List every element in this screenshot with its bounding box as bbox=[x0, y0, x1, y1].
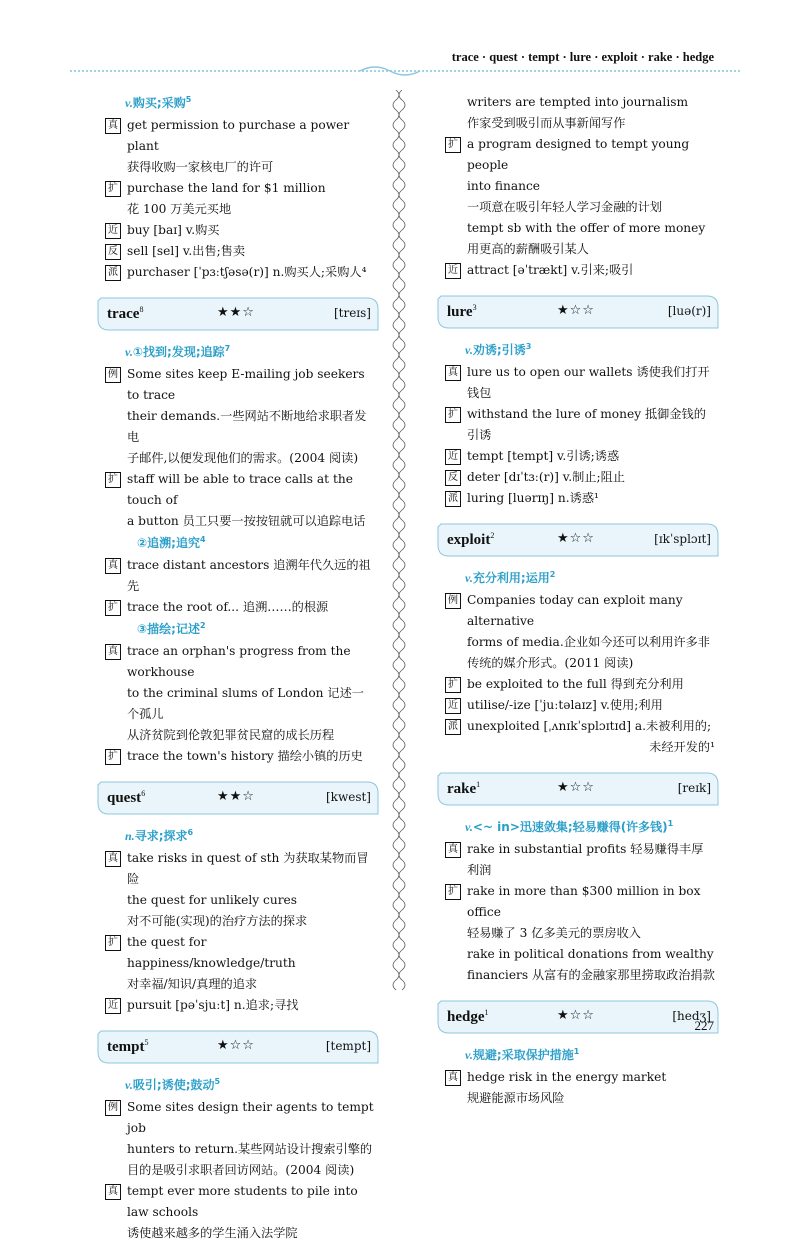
label-tag: 扩 bbox=[105, 935, 121, 951]
entry-line-text: 获得收购一家核电厂的许可 bbox=[127, 160, 274, 174]
label-tag: 真 bbox=[105, 851, 121, 867]
entry-line-text: 对幸福/知识/真理的追求 bbox=[127, 977, 258, 991]
entry-line bbox=[445, 737, 715, 758]
trace-rows-1 bbox=[105, 364, 375, 532]
label-tag: 近 bbox=[445, 263, 461, 279]
entry-line bbox=[105, 469, 375, 511]
entry-line-text: sell [sel] v.出售;售卖 bbox=[127, 244, 246, 258]
entry-line-text: purchase the land for $1 million bbox=[127, 181, 326, 195]
entry-line bbox=[105, 725, 375, 746]
entry-line bbox=[445, 653, 715, 674]
entry-line-text: 子邮件,以便发现他们的需求。(2004 阅读) bbox=[127, 451, 359, 465]
entry-line bbox=[105, 1160, 375, 1181]
hedge-rows bbox=[445, 1067, 715, 1109]
entry-line-text: withstand the lure of money 抵御金钱的引诱 bbox=[467, 407, 706, 442]
entry-line-text: buy [baɪ] v.购买 bbox=[127, 223, 220, 237]
rake-rows bbox=[445, 839, 715, 986]
entry-line bbox=[105, 262, 375, 283]
label-tag: 真 bbox=[105, 644, 121, 660]
entry-line-text: into finance bbox=[467, 179, 540, 193]
entry-line-text: get permission to purchase a power plant bbox=[127, 118, 350, 153]
entry-line-text: luring [luərɪŋ] n.诱惑¹ bbox=[467, 491, 599, 505]
pronunciation: [tempt] bbox=[325, 1039, 371, 1053]
entry-header-hedge bbox=[445, 1000, 715, 1034]
entry-line bbox=[445, 944, 715, 965]
tempt-continued-rows bbox=[445, 92, 715, 281]
entry-line-text: purchaser [ˈpɜːtʃəsə(r)] n.购买人;采购人⁴ bbox=[127, 265, 367, 279]
label-tag: 扩 bbox=[105, 749, 121, 765]
trace-rows-3 bbox=[105, 641, 375, 767]
entry-line bbox=[445, 716, 715, 737]
entry-line bbox=[105, 1097, 375, 1139]
entry-line-text: rake in political donations from wealthy bbox=[467, 947, 714, 961]
entry-line bbox=[105, 932, 375, 974]
entry-line bbox=[445, 1067, 715, 1088]
entry-line bbox=[445, 965, 715, 986]
label-tag: 真 bbox=[445, 842, 461, 858]
entry-line bbox=[105, 1223, 375, 1244]
label-tag: 近 bbox=[105, 998, 121, 1014]
entry-line-text: forms of media.企业如今还可以利用许多非 bbox=[467, 635, 710, 649]
entry-line bbox=[445, 632, 715, 653]
pronunciation: [luə(r)] bbox=[667, 304, 711, 318]
entry-header-tempt bbox=[105, 1030, 375, 1064]
label-tag: 真 bbox=[105, 118, 121, 134]
label-tag: 扩 bbox=[105, 472, 121, 488]
entry-line bbox=[445, 362, 715, 404]
header-title: trace · quest · tempt · lure · exploit · rake · hedge bbox=[451, 50, 714, 64]
lure-rows bbox=[445, 362, 715, 509]
entry-line-text: 目的是吸引求职者回访网站。(2004 阅读) bbox=[127, 1163, 355, 1177]
entry-line bbox=[105, 974, 375, 995]
entry-line-text: tempt [tempt] v.引诱;诱惑 bbox=[467, 449, 620, 463]
entry-line-text: writers are tempted into journalism bbox=[467, 95, 689, 109]
entry-line-text: a button 员工只要一按按钮就可以追踪电话 bbox=[127, 514, 366, 528]
entry-header-exploit bbox=[445, 523, 715, 557]
pronunciation: [treɪs] bbox=[333, 306, 371, 320]
entry-line-text: 对不可能(实现)的治疗方法的探求 bbox=[127, 914, 308, 928]
sense-line: ②追溯;追究$^4$ bbox=[137, 535, 206, 550]
label-tag: 扩 bbox=[445, 884, 461, 900]
entry-line bbox=[445, 113, 715, 134]
page-number: 227 bbox=[694, 1018, 714, 1033]
entry-line-text: 一项意在吸引年轻人学习金融的计划 bbox=[467, 200, 662, 214]
label-tag: 例 bbox=[105, 367, 121, 383]
entry-line bbox=[105, 241, 375, 262]
label-tag: 派 bbox=[445, 491, 461, 507]
entry-line-text: the quest for happiness/knowledge/truth bbox=[127, 935, 296, 970]
purchase-rows bbox=[105, 115, 375, 283]
entry-line-text: their demands.一些网站不断地给求职者发电 bbox=[127, 409, 367, 444]
label-tag: 真 bbox=[445, 365, 461, 381]
entry-line bbox=[445, 446, 715, 467]
entry-line-text: deter [dɪˈtɜː(r)] v.制止;阻止 bbox=[467, 470, 625, 484]
entry-line-text: attract [əˈtrækt] v.引来;吸引 bbox=[467, 263, 634, 277]
label-tag: 近 bbox=[445, 449, 461, 465]
headword: lure$^3$ bbox=[447, 303, 477, 320]
entry-line-text: trace the town's history 描绘小镇的历史 bbox=[127, 749, 363, 763]
entry-header-lure bbox=[445, 295, 715, 329]
frequency-stars: ★☆☆ bbox=[557, 780, 595, 795]
entry-line bbox=[105, 890, 375, 911]
pronunciation: [ɪkˈsplɔɪt] bbox=[654, 532, 711, 546]
entry-line-text: to the criminal slums of London 记述一个孤儿 bbox=[127, 686, 364, 721]
label-tag: 扩 bbox=[445, 407, 461, 423]
frequency-stars: ★☆☆ bbox=[557, 303, 595, 318]
entry-line bbox=[445, 176, 715, 197]
entry-line bbox=[105, 448, 375, 469]
entry-line-text: trace an orphan's progress from the workhouse bbox=[127, 644, 351, 679]
entry-line-text: hedge risk in the energy market bbox=[467, 1070, 667, 1084]
entry-line-text: 花 100 万美元买地 bbox=[127, 202, 232, 216]
frequency-stars: ★☆☆ bbox=[557, 1008, 595, 1023]
entry-line-text: 未经开发的¹ bbox=[649, 740, 715, 754]
entry-line-text: a program designed to tempt young people bbox=[467, 137, 690, 172]
entry-line bbox=[445, 590, 715, 632]
entry-line-text: 传统的媒介形式。(2011 阅读) bbox=[467, 656, 634, 670]
entry-line bbox=[105, 995, 375, 1016]
left-column bbox=[105, 92, 375, 1244]
headword: trace$^8$ bbox=[107, 305, 144, 322]
entry-line bbox=[445, 674, 715, 695]
label-tag: 扩 bbox=[445, 677, 461, 693]
sense-line: v.购买;采购$^5$ bbox=[125, 95, 192, 110]
entry-line-text: tempt ever more students to pile into law schools bbox=[127, 1184, 358, 1219]
label-tag: 反 bbox=[105, 244, 121, 260]
entry-line bbox=[105, 220, 375, 241]
entry-line bbox=[105, 178, 375, 199]
entry-line-text: Some sites design their agents to tempt job bbox=[127, 1100, 374, 1135]
entry-line bbox=[105, 746, 375, 767]
entry-line bbox=[445, 1088, 715, 1109]
entry-line-text: 作家受到吸引而从事新闻写作 bbox=[467, 116, 626, 130]
entry-line-text: lure us to open our wallets 诱使我们打开钱包 bbox=[467, 365, 710, 400]
label-tag: 例 bbox=[445, 593, 461, 609]
entry-line bbox=[445, 839, 715, 881]
entry-line bbox=[105, 1181, 375, 1223]
entry-line-text: pursuit [pəˈsjuːt] n.追求;寻找 bbox=[127, 998, 299, 1012]
entry-line-text: unexploited [ˌʌnɪkˈsplɔɪtɪd] a.未被利用的; bbox=[467, 719, 712, 733]
headword: exploit$^2$ bbox=[447, 531, 495, 548]
label-tag: 近 bbox=[105, 223, 121, 239]
entry-line-text: be exploited to the full 得到充分利用 bbox=[467, 677, 684, 691]
headword: hedge$^1$ bbox=[447, 1008, 489, 1025]
entry-header-rake bbox=[445, 772, 715, 806]
entry-line bbox=[105, 199, 375, 220]
entry-line-text: 规避能源市场风险 bbox=[467, 1091, 565, 1105]
header-decoration bbox=[70, 66, 740, 76]
entry-line-text: 轻易赚了 3 亿多美元的票房收入 bbox=[467, 926, 641, 940]
entry-line bbox=[105, 597, 375, 618]
entry-header-trace bbox=[105, 297, 375, 331]
entry-line bbox=[445, 92, 715, 113]
entry-line bbox=[445, 695, 715, 716]
sense-line: v.规避;采取保护措施$^1$ bbox=[465, 1047, 580, 1062]
sense-line: v.①找到;发现;追踪$^7$ bbox=[125, 344, 231, 359]
entry-line bbox=[445, 404, 715, 446]
label-tag: 扩 bbox=[105, 600, 121, 616]
entry-line-text: staff will be able to trace calls at the touch of bbox=[127, 472, 353, 507]
right-column bbox=[445, 92, 715, 1109]
entry-line bbox=[105, 641, 375, 683]
entry-line bbox=[105, 683, 375, 725]
entry-line-text: hunters to return.某些网站设计搜索引擎的 bbox=[127, 1142, 373, 1156]
entry-line-text: trace the root of... 追溯……的根源 bbox=[127, 600, 329, 614]
label-tag: 扩 bbox=[445, 137, 461, 153]
quest-rows bbox=[105, 848, 375, 1016]
frequency-stars: ★☆☆ bbox=[557, 531, 595, 546]
label-tag: 近 bbox=[445, 698, 461, 714]
label-tag: 扩 bbox=[105, 181, 121, 197]
entry-header-quest bbox=[105, 781, 375, 815]
sense-line: v.充分利用;运用$^2$ bbox=[465, 570, 556, 585]
sense-line: ③描绘;记述$^2$ bbox=[137, 621, 206, 636]
entry-line bbox=[105, 157, 375, 178]
label-tag: 反 bbox=[445, 470, 461, 486]
entry-line bbox=[445, 197, 715, 218]
entry-line-text: financiers 从富有的金融家那里捞取政治捐款 bbox=[467, 968, 715, 982]
frequency-stars: ★★☆ bbox=[217, 305, 255, 320]
entry-line-text: the quest for unlikely cures bbox=[127, 893, 297, 907]
entry-line bbox=[445, 218, 715, 239]
trace-rows-2 bbox=[105, 555, 375, 618]
entry-line-text: rake in substantial profits 轻易赚得丰厚利润 bbox=[467, 842, 704, 877]
headword: quest$^6$ bbox=[107, 789, 146, 806]
sense-line: n.寻求;探求$^6$ bbox=[125, 828, 194, 843]
entry-line bbox=[105, 911, 375, 932]
label-tag: 真 bbox=[445, 1070, 461, 1086]
entry-line-text: trace distant ancestors 追溯年代久远的祖先 bbox=[127, 558, 371, 593]
exploit-rows bbox=[445, 590, 715, 758]
entry-line bbox=[105, 848, 375, 890]
entry-line bbox=[105, 1139, 375, 1160]
label-tag: 派 bbox=[445, 719, 461, 735]
entry-line bbox=[105, 406, 375, 448]
pronunciation: [hedʒ] bbox=[672, 1009, 711, 1023]
entry-line bbox=[445, 923, 715, 944]
entry-line-text: 用更高的薪酬吸引某人 bbox=[467, 242, 589, 256]
entry-line-text: Some sites keep E-mailing job seekers to trace bbox=[127, 367, 365, 402]
pronunciation: [reɪk] bbox=[677, 781, 711, 795]
label-tag: 真 bbox=[105, 558, 121, 574]
sense-line: v.劝诱;引诱$^3$ bbox=[465, 342, 532, 357]
entry-line-text: take risks in quest of sth 为获取某物而冒险 bbox=[127, 851, 369, 886]
entry-line-text: tempt sb with the offer of more money bbox=[467, 221, 706, 235]
entry-line bbox=[445, 239, 715, 260]
entry-line bbox=[445, 260, 715, 281]
entry-line-text: 诱使越来越多的学生涌入法学院 bbox=[127, 1226, 298, 1240]
headword: rake$^1$ bbox=[447, 780, 481, 797]
entry-line-text: rake in more than $300 million in box office bbox=[467, 884, 701, 919]
entry-line bbox=[445, 467, 715, 488]
entry-line-text: Companies today can exploit many alternative bbox=[467, 593, 683, 628]
entry-line-text: utilise/-ize [ˈjuːtəlaɪz] v.使用;利用 bbox=[467, 698, 663, 712]
entry-line bbox=[105, 511, 375, 532]
sense-line: v.<~ in>迅速敛集;轻易赚得(许多钱)$^1$ bbox=[465, 819, 674, 834]
tempt-rows bbox=[105, 1097, 375, 1244]
label-tag: 真 bbox=[105, 1184, 121, 1200]
frequency-stars: ★☆☆ bbox=[217, 1038, 255, 1053]
column-divider bbox=[392, 90, 406, 995]
label-tag: 派 bbox=[105, 265, 121, 281]
frequency-stars: ★★☆ bbox=[217, 789, 255, 804]
entry-line bbox=[105, 555, 375, 597]
pronunciation: [kwest] bbox=[326, 790, 371, 804]
headword: tempt$^5$ bbox=[107, 1038, 149, 1055]
entry-line bbox=[105, 364, 375, 406]
sense-line: v.吸引;诱使;鼓动$^5$ bbox=[125, 1077, 221, 1092]
entry-line bbox=[105, 115, 375, 157]
entry-line bbox=[445, 134, 715, 176]
entry-line bbox=[445, 488, 715, 509]
entry-line-text: 从济贫院到伦敦犯罪贫民窟的成长历程 bbox=[127, 728, 335, 742]
entry-line bbox=[445, 881, 715, 923]
label-tag: 例 bbox=[105, 1100, 121, 1116]
